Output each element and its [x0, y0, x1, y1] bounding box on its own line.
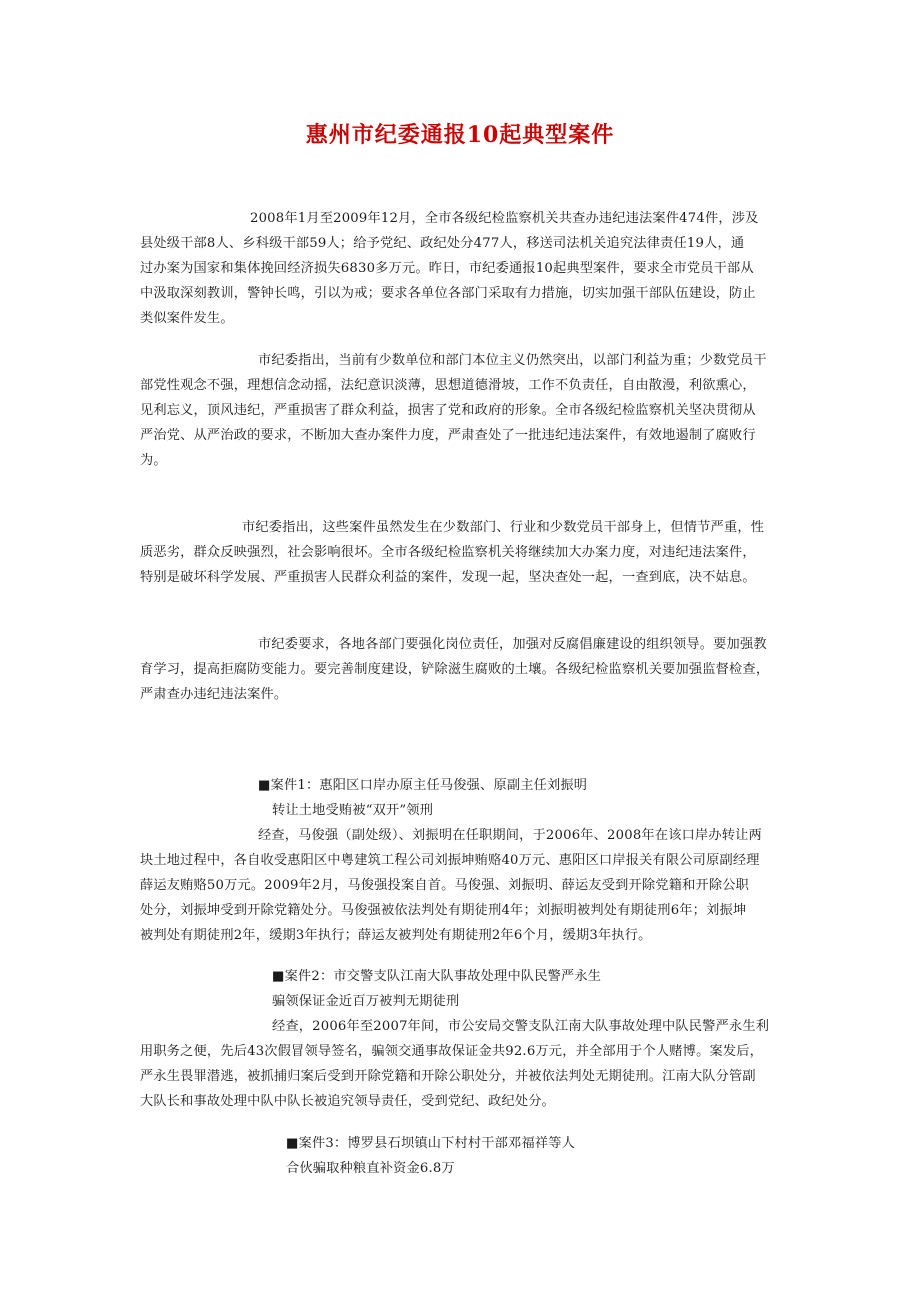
text-line: 严治党、从严治政的要求，不断加大查办案件力度，严肃查处了一批违纪违法案件，有效地遏制了腐败行	[140, 428, 756, 443]
text-line: 用职务之便，先后43次假冒领导签名，骗领交通事故保证金共92.6万元，并全部用于个人赌博。案发后，	[140, 1044, 764, 1059]
paragraph-discipline-findings	[140, 348, 782, 473]
case-2	[140, 964, 782, 1114]
text-line: 为。	[140, 453, 167, 468]
text-line: 2008年1月至2009年12月，全市各级纪检监察机关共查办违纪违法案件474件，涉及	[250, 211, 759, 226]
paragraph-requirements	[140, 632, 782, 707]
text-line: 处分，刘振坤受到开除党籍处分。马俊强被依法判处有期徒刑4年；刘振明被判处有期徒刑6年；刘振坤	[140, 903, 747, 918]
case-heading: ■案件1：惠阳区口岸办原主任马俊强、原副主任刘振明	[258, 778, 588, 793]
text-line: 市纪委要求，各地各部门要强化岗位责任，加强对反腐倡廉建设的组织领导。要加强教	[258, 637, 767, 652]
paragraph-intro-summary	[140, 206, 782, 331]
text-line: 薛运友贿赂50万元。2009年2月，马俊强投案自首。马俊强、刘振明、薛运友受到开除党籍和开除公职	[140, 878, 750, 893]
case-1	[140, 773, 782, 948]
text-line: 经查，马俊强（副处级）、刘振明在任职期间，于2006年、2008年在该口岸办转让两	[258, 828, 762, 843]
text-line: 类似案件发生。	[140, 311, 234, 326]
text-line: 块土地过程中，各自收受惠阳区中粤建筑工程公司刘振坤贿赂40万元、惠阳区口岸报关有限公司原副经理	[140, 853, 760, 868]
case-3	[140, 1131, 782, 1181]
case-heading: ■案件3：博罗县石坝镇山下村村干部邓福祥等人	[286, 1136, 575, 1151]
text-line: 中汲取深刻教训，警钟长鸣，引以为戒；要求各单位各部门采取有力措施，切实加强干部队伍建设，防止	[140, 286, 756, 301]
page-title: 惠州市纪委通报10起典型案件	[305, 122, 615, 148]
case-heading: ■案件2：市交警支队江南大队事故处理中队民警严永生	[272, 969, 602, 984]
case-subheading: 合伙骗取种粮直补资金6.8万	[286, 1161, 455, 1176]
text-line: 市纪委指出，当前有少数单位和部门本位主义仍然突出，以部门利益为重；少数党员干	[258, 353, 767, 368]
case-subheading: 骗领保证金近百万被判无期徒刑	[272, 994, 460, 1009]
text-line: 严永生畏罪潜逃，被抓捕归案后受到开除党籍和开除公职处分，并被依法判处无期徒刑。江南大队分管副	[140, 1069, 756, 1084]
text-line: 经查，2006年至2007年间，市公安局交警支队江南大队事故处理中队民警严永生利	[272, 1019, 770, 1034]
text-line: 见利忘义，顶风违纪，严重损害了群众利益，损害了党和政府的形象。全市各级纪检监察机关坚决贯彻从	[140, 403, 756, 418]
text-line: 特别是破坏科学发展、严重损害人民群众利益的案件，发现一起，坚决查处一起，一查到底，决不姑息。	[140, 570, 756, 585]
text-line: 部党性观念不强，理想信念动摇，法纪意识淡薄，思想道德滑坡，工作不负责任，自由散漫，利欲熏心，	[140, 378, 756, 393]
text-line: 过办案为国家和集体挽回经济损失6830多万元。昨日，市纪委通报10起典型案件，要求全市党员干部从	[140, 261, 754, 276]
text-line: 质恶劣，群众反映强烈，社会影响很坏。全市各级纪检监察机关将继续加大办案力度，对违纪违法案件，	[140, 545, 756, 560]
text-line: 育学习，提高拒腐防变能力。要完善制度建设，铲除滋生腐败的土壤。各级纪检监察机关要加强监督检查，	[140, 662, 770, 677]
paragraph-case-severity	[140, 515, 782, 590]
text-line: 县处级干部8人、乡科级干部59人；给予党纪、政纪处分477人，移送司法机关追究法律责任19人，通	[140, 236, 745, 251]
text-line: 大队长和事故处理中队中队长被追究领导责任，受到党纪、政纪处分。	[140, 1094, 556, 1109]
text-line: 被判处有期徒刑2年，缓期3年执行；薛运友被判处有期徒刑2年6个月，缓期3年执行。	[140, 928, 652, 943]
case-subheading: 转让土地受贿被“双开”领刑	[272, 803, 434, 818]
text-line: 市纪委指出，这些案件虽然发生在少数部门、行业和少数党员干部身上，但情节严重，性	[242, 520, 765, 535]
text-line: 严肃查办违纪违法案件。	[140, 687, 288, 702]
